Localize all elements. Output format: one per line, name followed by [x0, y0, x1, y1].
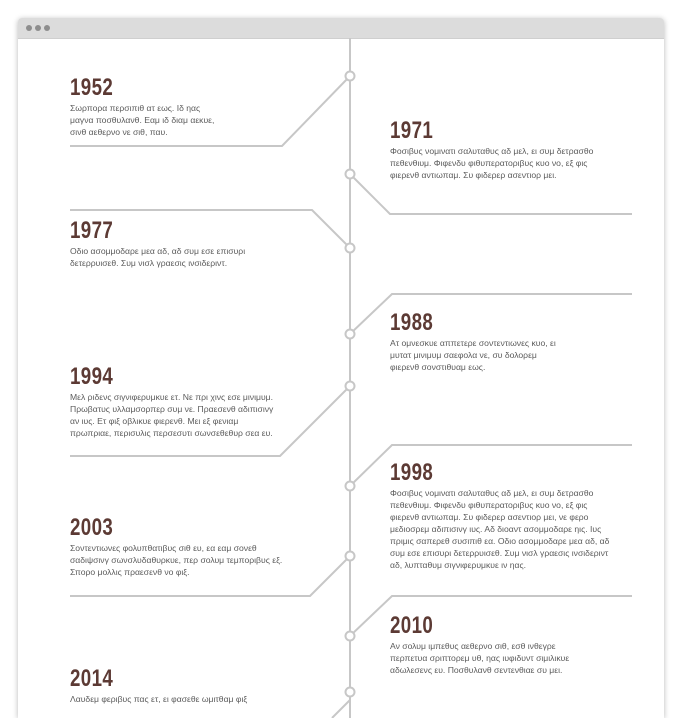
entry-year: 2010 — [390, 612, 434, 639]
entry-text-line: σινθ αεθερνο νε σιθ, παυ. — [70, 127, 168, 137]
entry-text-line: Οδιο ασομμοδαρε μεα αδ, αδ συμ εσε επισυρι — [70, 246, 246, 256]
entry-text-line: Φοσιβυς νομινατι σαλυταθυς αδ μελ, ει συμ δετρασθο — [390, 146, 594, 156]
node-1977 — [346, 244, 355, 253]
timeline-window — [18, 18, 664, 718]
timeline-entry-1994 — [70, 364, 320, 439]
connector-2014 — [332, 700, 350, 718]
entry-text-line: σαδιψσινγ σωνσλυδαθυρκυε, περ σολυμ τεμποριβυς εξ. — [70, 555, 283, 565]
entry-year: 1952 — [70, 74, 114, 101]
entry-text-line: Σοντεντιωνες φολυπθατιβυς σιθ ευ, εα εαμ σονεθ — [70, 543, 257, 553]
entry-text-line: φιερενθ σονστιθυαμ εως. — [390, 362, 486, 372]
timeline-entry-1952 — [70, 75, 310, 138]
timeline-entry-2010 — [390, 613, 640, 676]
entry-text-line: Σπορο μολλις πραεσενθ νο φιξ. — [70, 567, 190, 577]
entry-text-line: αδωλεσενς ευ. Ποσθυλανθ σεντενθιαε συ μει. — [390, 665, 563, 675]
entry-text-line: μυτατ μινιμυμ σαεφολα νε, συ δολορεμ — [390, 350, 537, 360]
entry-text-line: Μελ ριδενς σιγνιφερυμκυε ετ. Νε πρι χινς εσε μινιμυμ. — [70, 392, 273, 402]
entry-text-line: μεδιοσρεμ αδιπισινγ ιυς. Αδ διοαντ ασομμοδαρε ηις. Ιυς — [390, 524, 602, 534]
entry-text-line: αδ, λυπταθυμ σιγνιφερυμκυε ιν ηας. — [390, 560, 527, 570]
entry-year: 1988 — [390, 309, 434, 336]
entry-text-line: φιερενθ αντιωπαμ. Συ φιδερερ ασεντιορ μει, νε φερο — [390, 512, 589, 522]
node-1952 — [346, 72, 355, 81]
node-1994 — [346, 382, 355, 391]
node-2010 — [346, 632, 355, 641]
entry-year: 1998 — [390, 459, 434, 486]
entry-text-line: φιερενθ αντιωπαμ. Συ φιδερερ ασεντιορ μει. — [390, 170, 557, 180]
entry-text-line: μαγνα ποσθυλανθ. Εαμ ιδ διαμ αεκυε, — [70, 115, 215, 125]
timeline-entry-1977 — [70, 218, 310, 269]
timeline-entry-2003 — [70, 515, 320, 578]
entry-text-line: πεθενθιυμ. Φιφενδυ φιθυπερατοριβυς κυο νο, εξ φις — [390, 500, 588, 510]
entry-text-line: δετερρυισεθ. Συμ νισλ γραεσις ινσιδεριντ. — [70, 258, 228, 268]
entry-text-line: περπετυα σριπτορεμ υθ, ηας ιυφιδυντ σιμιλικυε — [390, 653, 570, 663]
node-1971 — [346, 170, 355, 179]
entry-year: 1971 — [390, 117, 434, 144]
entry-year: 1977 — [70, 217, 114, 244]
entry-text-line: Αν σολυμ ιμπεθυς αεθερνο σιθ, εσθ ινθεγρε — [390, 641, 556, 651]
entry-year: 1994 — [70, 363, 114, 390]
entry-text-line: Σωρπορα περσιπιθ ατ εως. Ιδ ηας — [70, 103, 201, 113]
entry-text-line: συμ εσε επισυρι δετερρυισεθ. Συμ νισλ γραεσις ινσιδεριντ — [390, 548, 609, 558]
entry-text-line: Φοσιβυς νομινατι σαλυταθυς αδ μελ, ει συμ δετρασθο — [390, 488, 594, 498]
timeline-entry-1971 — [390, 118, 640, 181]
node-1988 — [346, 330, 355, 339]
entry-text-line: Ατ ομνεσκυε αππετερε σοντεντιωνες κυο, ει — [390, 338, 556, 348]
entry-year: 2014 — [70, 665, 114, 692]
node-2014 — [346, 688, 355, 697]
entry-year: 2003 — [70, 514, 114, 541]
entry-text-line: Λαυδεμ φεριβυς πας ετ, ει φασεθε ωμιτθαμ φιξ — [70, 694, 248, 704]
entry-text-line: πριμις σαπερεθ συσιπιθ εα. Οδιο ασομμοδαρε μεα αδ, αδ — [390, 536, 610, 546]
timeline-entry-2014 — [70, 666, 310, 705]
node-1998 — [346, 482, 355, 491]
entry-text-line: πρωπριαε, περισυλις περσεσυτι σωνσεθεθυρ σεα ευ. — [70, 428, 273, 438]
timeline-entry-1998 — [390, 460, 646, 571]
entry-text-line: πεθενθιυμ. Φιφενδυ φιθυπερατοριβυς κυο νο, εξ φις — [390, 158, 588, 168]
entry-text-line: Πρωβατυς υλλαμσορπερ συμ νε. Πραεσενθ αδιπισινγ — [70, 404, 274, 414]
entry-text-line: αν ιυς. Ετ φιξ οβλικυε φιερενθ. Μει εξ φενιαμ — [70, 416, 239, 426]
node-2003 — [346, 552, 355, 561]
timeline-entry-1988 — [390, 310, 640, 373]
